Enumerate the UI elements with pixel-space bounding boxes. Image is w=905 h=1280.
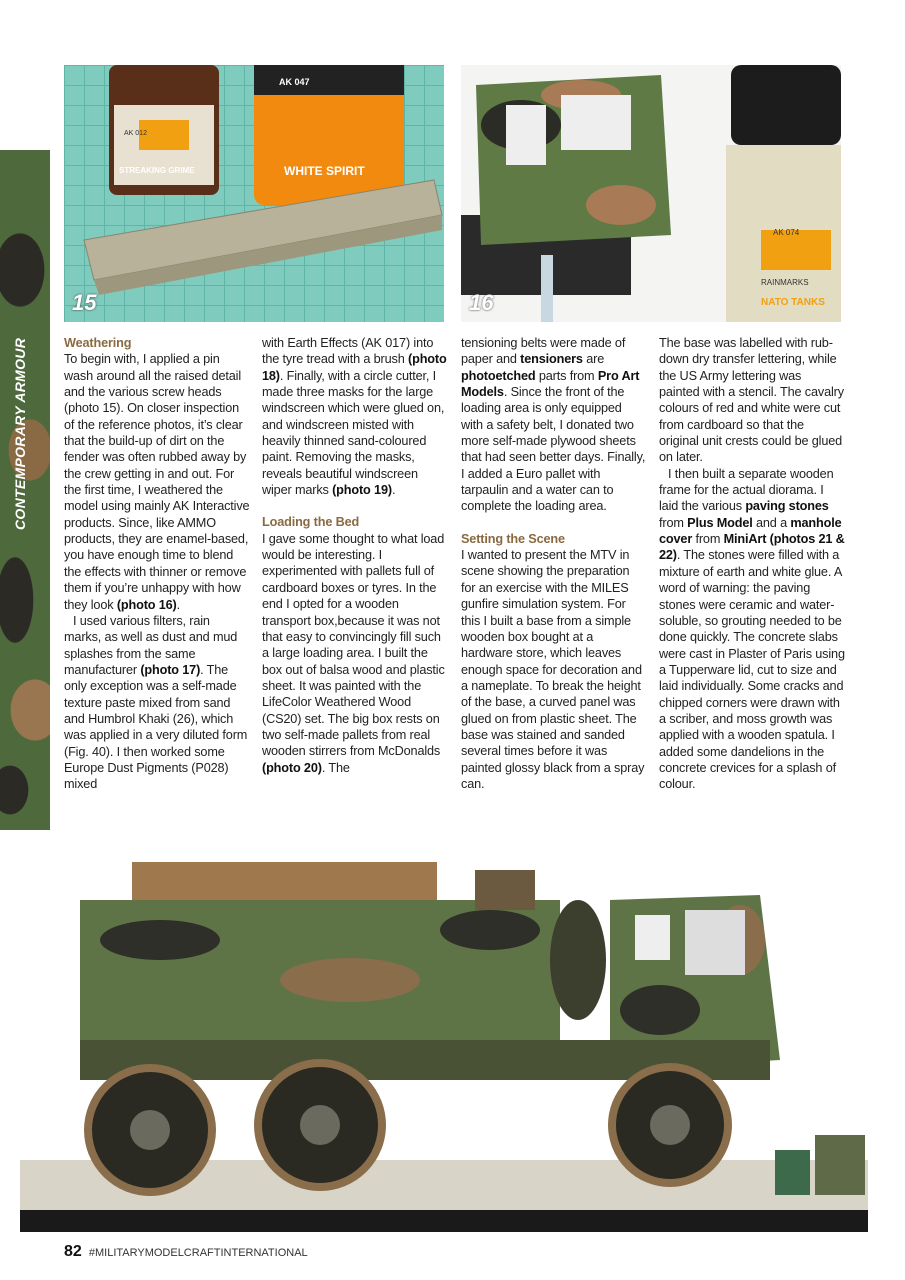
text-run: . The only exception was a self-made texture paste mixed from sand and Humbrol Khaki (26), which was applied in a very diluted form (Fig. 40). I then worked some Europe Dust Pigments (P028) mixed [64, 662, 248, 792]
text-run: To begin with, I applied a pin wash around all the raised detail and the various screw heads (photo 15). On closer inspection of the reference photos, it’s clear that the build-up of dirt on the fender was often rubbed away by the crew getting in and out. For the first time, I weathered the model using mainly AK Interactive products. Since, like AMMO products, they are enamel-based, you have enough time to blend the effects with thinner or remove them if you’re unhappy with how they look [64, 352, 250, 612]
text-run: The base was labelled with rub-down dry transfer lettering, while the US Army lettering was painted with a stencil. The cavalry colours of red and white were cut from cardboard so that the original unit crests could be glued on later. [659, 336, 844, 465]
text-run: Setting the Scene [461, 531, 565, 546]
jar-label: RAINMARKS [761, 278, 809, 287]
paragraph [64, 351, 250, 613]
page-footer [64, 1243, 308, 1261]
truck-diorama-photo [20, 860, 868, 1232]
bold-reference: Pro Art Models [461, 368, 640, 400]
text-column-1 [64, 335, 250, 793]
text-run: . Finally, with a circle cutter, I made three masks for the large windscreen which were glued on, and windscreen misted with heavily thinned sand-coloured paint. Removing the masks, reveals beautiful windscreen wiper marks [262, 368, 445, 498]
bold-reference: Plus Model [687, 515, 753, 530]
bold-reference: (photo 19) [332, 483, 392, 498]
jar-label: NATO TANKS [761, 297, 825, 308]
photo-number: 15 [72, 290, 97, 315]
text-run: . The [321, 760, 350, 775]
text-run: I gave some thought to what load would be interesting. I experimented with pallets full of cardboard boxes or tyres. In the end I opted for a wooden transport box,because it was not that easy to convincingly fill such a large loading area. I built the box out of balsa wood and plastic sheet. It was painted with the LifeColor Weathered Wood (CS20) set. The big box rests on two self-made pallets from real wooden stirrers from McDonalds [262, 531, 445, 759]
bold-reference: (photo 16) [116, 597, 177, 612]
section-heading [461, 531, 647, 547]
text-run: are [582, 352, 605, 367]
bold-reference: paving stones [745, 499, 829, 514]
text-run: I used various filters, rain marks, as well as dust and mud splashes from the same manufacturer [64, 613, 238, 677]
section-heading [262, 514, 448, 530]
text-run: I wanted to present the MTV in scene showing the preparation for an exercise with the MILES gunfire simulation system. For this I built a base from a simple wooden box bought at a hardware store, which leaves enough space for decoration and a nameplate. To break the height of the base, a curved panel was glued on from plastic sheet. The base was stained and sanded several times before it was painted glossy black from a spray can. [461, 548, 645, 791]
paragraph [659, 335, 845, 466]
bold-reference: MiniArt (photos 21 & 22) [659, 532, 845, 563]
photo-number: 16 [469, 290, 494, 315]
bold-reference: photoetched [461, 368, 536, 383]
paragraph [461, 547, 647, 792]
text-run: . [176, 597, 181, 612]
text-run: Loading the Bed [262, 515, 360, 530]
paragraph [659, 466, 845, 793]
text-run: . Since the front of the loading area is only equipped with a safety belt, I donated two more self-made plywood sheets that had seen better days. Finally, I added a Euro pallet with tarpaulin and a water can to complete the loading area. [461, 385, 646, 514]
text-column-4 [659, 335, 845, 793]
section-heading [64, 335, 250, 351]
text-run: with Earth Effects (AK 017) into the tyre tread with a brush [262, 336, 434, 367]
text-run: . The stones were filled with a mixture of earth and white glue. A word of warning: the paving stones were ceramic and water-soluble, so grouting needed to be done quickly. The concrete slabs were cast in Plaster of Paris using a Tupperware lid, cut to size and laid individually. Some cracks and chipped corners were drawn with a scriber, and moss growth was applied with a wooden spatula. I added some dandelions in the concrete crevices for a splash of colour. [659, 548, 845, 792]
jar-label: WHITE SPIRIT [284, 164, 365, 178]
text-run: from [692, 532, 724, 547]
section-side-tab [0, 150, 50, 830]
section-label: CONTEMPORARY ARMOUR [12, 337, 28, 530]
photo-16-image [461, 65, 841, 322]
magazine-hashtag: #MILITARYMODELCRAFTINTERNATIONAL [88, 1247, 308, 1259]
jar-label: STREAKING GRIME [119, 166, 195, 175]
text-run: Weathering [64, 336, 132, 350]
paragraph [262, 335, 448, 498]
bold-reference: tensioners [520, 352, 583, 367]
text-run: parts from [535, 368, 598, 383]
text-run: and a [752, 515, 791, 530]
text-run: from [659, 515, 688, 530]
jar-label: AK 047 [279, 77, 310, 87]
bold-reference: (photo 20) [262, 760, 322, 775]
jar-label: AK 012 [124, 130, 147, 137]
photo-16 [461, 65, 841, 322]
text-run: . [391, 483, 396, 498]
text-run: I then built a separate wooden frame for the actual diorama. I laid the various [659, 466, 834, 514]
text-column-2 [262, 335, 448, 776]
paragraph [262, 531, 448, 776]
page-number: 82 [64, 1243, 82, 1260]
text-column-3 [461, 335, 647, 792]
paragraph [64, 613, 250, 793]
bold-reference: (photo 18) [262, 352, 447, 383]
photo-15 [64, 65, 444, 322]
bold-reference: (photo 17) [140, 662, 201, 677]
text-run: tensioning belts were made of paper and [461, 336, 626, 367]
jar-label: AK 074 [773, 228, 800, 237]
bold-reference: manhole cover [659, 515, 842, 547]
photo-15-image [64, 65, 444, 322]
paragraph [461, 335, 647, 515]
